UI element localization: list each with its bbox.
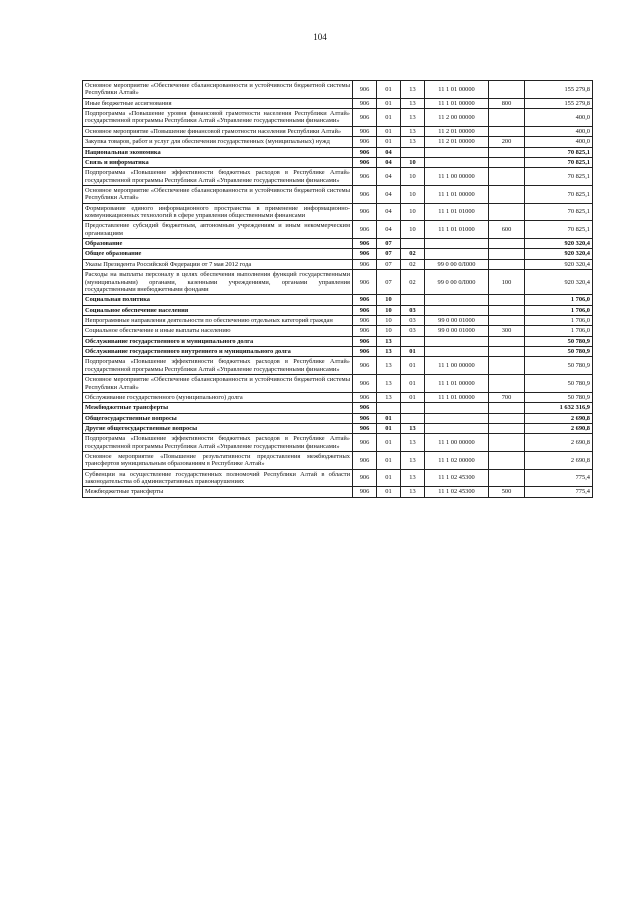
row-type-cell <box>489 357 525 375</box>
row-name-cell: Основное мероприятие «Повышение результативности предоставления межбюджетных трансфертов муниципальным образованиям в Республике Алтай» <box>83 452 353 470</box>
row-subsection-cell: 13 <box>401 109 425 127</box>
row-subsection-cell <box>401 147 425 157</box>
row-code-cell: 906 <box>353 221 377 239</box>
row-type-cell <box>489 434 525 452</box>
table-row <box>83 168 593 186</box>
row-target-cell <box>425 347 489 357</box>
row-subsection-cell: 13 <box>401 423 425 433</box>
row-type-cell <box>489 157 525 167</box>
row-type-cell <box>489 305 525 315</box>
row-subsection-cell: 13 <box>401 452 425 470</box>
row-target-cell: 99 0 00 01000 <box>425 326 489 336</box>
row-amount-cell: 155 279,8 <box>525 81 593 99</box>
row-code-cell: 906 <box>353 203 377 221</box>
table-row <box>83 305 593 315</box>
row-amount-cell: 775,4 <box>525 469 593 487</box>
row-target-cell: 11 1 00 00000 <box>425 434 489 452</box>
row-target-cell: 11 1 02 00000 <box>425 452 489 470</box>
row-target-cell: 11 1 00 00000 <box>425 357 489 375</box>
row-subsection-cell: 13 <box>401 81 425 99</box>
row-amount-cell: 400,0 <box>525 126 593 136</box>
row-section-cell: 04 <box>377 157 401 167</box>
row-section-cell: 01 <box>377 434 401 452</box>
row-name-cell: Связь и информатика <box>83 157 353 167</box>
row-amount-cell: 70 825,1 <box>525 157 593 167</box>
row-amount-cell: 1 706,0 <box>525 305 593 315</box>
row-subsection-cell: 02 <box>401 270 425 295</box>
row-type-cell <box>489 413 525 423</box>
table-row <box>83 326 593 336</box>
row-code-cell: 906 <box>353 157 377 167</box>
row-target-cell <box>425 423 489 433</box>
row-subsection-cell: 10 <box>401 168 425 186</box>
row-type-cell <box>489 249 525 259</box>
row-subsection-cell: 13 <box>401 434 425 452</box>
row-name-cell: Непрограммные направления деятельности по обеспечению отдельных категорий граждан <box>83 315 353 325</box>
row-code-cell: 906 <box>353 434 377 452</box>
row-code-cell: 906 <box>353 357 377 375</box>
row-type-cell: 200 <box>489 137 525 147</box>
row-name-cell: Подпрограмма «Повышение эффективности бюджетных расходов в Республике Алтай» государственной программы Республики Алтай «Управление государственными финансами» <box>83 357 353 375</box>
row-type-cell <box>489 315 525 325</box>
row-subsection-cell: 01 <box>401 392 425 402</box>
row-code-cell: 906 <box>353 147 377 157</box>
row-code-cell: 906 <box>353 347 377 357</box>
row-type-cell <box>489 403 525 413</box>
row-subsection-cell: 03 <box>401 315 425 325</box>
row-target-cell: 11 2 01 00000 <box>425 137 489 147</box>
row-code-cell: 906 <box>353 487 377 497</box>
row-section-cell: 07 <box>377 270 401 295</box>
row-type-cell <box>489 147 525 157</box>
row-amount-cell: 50 780,9 <box>525 336 593 346</box>
table-row <box>83 98 593 108</box>
row-section-cell: 04 <box>377 221 401 239</box>
row-amount-cell: 2 690,8 <box>525 434 593 452</box>
row-section-cell: 01 <box>377 109 401 127</box>
row-target-cell: 11 2 00 00000 <box>425 109 489 127</box>
row-target-cell <box>425 249 489 259</box>
page-number: 104 <box>313 32 327 42</box>
row-section-cell: 13 <box>377 347 401 357</box>
row-target-cell: 11 1 02 45300 <box>425 487 489 497</box>
row-section-cell: 04 <box>377 203 401 221</box>
row-subsection-cell: 13 <box>401 487 425 497</box>
table-row <box>83 239 593 249</box>
row-subsection-cell: 13 <box>401 98 425 108</box>
table-row <box>83 81 593 99</box>
row-amount-cell: 920 320,4 <box>525 249 593 259</box>
row-section-cell: 13 <box>377 357 401 375</box>
row-section-cell: 10 <box>377 305 401 315</box>
table-row <box>83 109 593 127</box>
table-row <box>83 203 593 221</box>
row-name-cell: Общегосударственные вопросы <box>83 413 353 423</box>
row-amount-cell: 2 690,8 <box>525 452 593 470</box>
row-target-cell: 99 0 00 0Л000 <box>425 270 489 295</box>
row-section-cell: 13 <box>377 392 401 402</box>
row-subsection-cell <box>401 295 425 305</box>
table-row <box>83 375 593 393</box>
table-row <box>83 185 593 203</box>
row-type-cell <box>489 469 525 487</box>
row-type-cell: 600 <box>489 221 525 239</box>
row-subsection-cell: 01 <box>401 357 425 375</box>
row-amount-cell: 70 825,1 <box>525 147 593 157</box>
row-type-cell <box>489 203 525 221</box>
row-amount-cell: 1 706,0 <box>525 326 593 336</box>
table-row <box>83 452 593 470</box>
row-section-cell: 04 <box>377 168 401 186</box>
row-code-cell: 906 <box>353 315 377 325</box>
row-subsection-cell <box>401 239 425 249</box>
row-name-cell: Обслуживание государственного и муниципального долга <box>83 336 353 346</box>
row-amount-cell: 50 780,9 <box>525 357 593 375</box>
row-section-cell: 01 <box>377 452 401 470</box>
table-row <box>83 347 593 357</box>
row-subsection-cell: 02 <box>401 259 425 269</box>
table-row <box>83 487 593 497</box>
row-section-cell: 13 <box>377 336 401 346</box>
row-name-cell: Основное мероприятие «Обеспечение сбалансированности и устойчивости бюджетной системы Республики Алтай» <box>83 375 353 393</box>
row-target-cell: 99 0 00 0Л000 <box>425 259 489 269</box>
row-target-cell: 11 1 01 00000 <box>425 98 489 108</box>
row-type-cell <box>489 452 525 470</box>
row-name-cell: Межбюджетные трансферты <box>83 403 353 413</box>
table-row <box>83 336 593 346</box>
table-row <box>83 270 593 295</box>
row-code-cell: 906 <box>353 413 377 423</box>
row-amount-cell: 400,0 <box>525 109 593 127</box>
row-section-cell: 01 <box>377 423 401 433</box>
row-subsection-cell <box>401 336 425 346</box>
row-name-cell: Основное мероприятие «Обеспечение сбалансированности и устойчивости бюджетной системы Республики Алтай» <box>83 185 353 203</box>
row-name-cell: Обслуживание государственного (муниципального) долга <box>83 392 353 402</box>
row-section-cell: 01 <box>377 413 401 423</box>
row-type-cell <box>489 126 525 136</box>
row-amount-cell: 50 780,9 <box>525 375 593 393</box>
table-row <box>83 357 593 375</box>
row-type-cell <box>489 375 525 393</box>
row-name-cell: Иные бюджетные ассигнования <box>83 98 353 108</box>
row-code-cell: 906 <box>353 452 377 470</box>
table-row <box>83 295 593 305</box>
row-amount-cell: 1 706,0 <box>525 315 593 325</box>
row-section-cell: 01 <box>377 81 401 99</box>
row-amount-cell: 50 780,9 <box>525 392 593 402</box>
row-subsection-cell: 02 <box>401 249 425 259</box>
row-code-cell: 906 <box>353 168 377 186</box>
row-target-cell <box>425 336 489 346</box>
row-amount-cell: 70 825,1 <box>525 168 593 186</box>
budget-table <box>82 80 593 498</box>
row-target-cell: 11 1 01 00000 <box>425 392 489 402</box>
row-type-cell <box>489 81 525 99</box>
row-amount-cell: 920 320,4 <box>525 270 593 295</box>
row-type-cell: 100 <box>489 270 525 295</box>
row-name-cell: Обслуживание государственного внутреннего и муниципального долга <box>83 347 353 357</box>
table-row <box>83 423 593 433</box>
row-section-cell: 07 <box>377 249 401 259</box>
row-target-cell <box>425 295 489 305</box>
row-type-cell <box>489 239 525 249</box>
row-type-cell: 800 <box>489 98 525 108</box>
table-row <box>83 403 593 413</box>
row-name-cell: Основное мероприятие «Повышение финансовой грамотности населения Республики Алтай» <box>83 126 353 136</box>
row-code-cell: 906 <box>353 326 377 336</box>
table-row <box>83 392 593 402</box>
row-target-cell: 11 1 00 00000 <box>425 168 489 186</box>
row-name-cell: Образование <box>83 239 353 249</box>
row-section-cell: 10 <box>377 326 401 336</box>
row-type-cell <box>489 259 525 269</box>
row-subsection-cell: 03 <box>401 326 425 336</box>
table-row <box>83 137 593 147</box>
row-name-cell: Закупка товаров, работ и услуг для обеспечения государственных (муниципальных) нужд <box>83 137 353 147</box>
row-subsection-cell <box>401 403 425 413</box>
row-section-cell: 01 <box>377 137 401 147</box>
row-name-cell: Социальное обеспечение и иные выплаты населению <box>83 326 353 336</box>
row-type-cell: 500 <box>489 487 525 497</box>
row-subsection-cell: 10 <box>401 221 425 239</box>
row-amount-cell: 50 780,9 <box>525 347 593 357</box>
row-code-cell: 906 <box>353 423 377 433</box>
row-type-cell <box>489 295 525 305</box>
row-target-cell: 11 2 01 00000 <box>425 126 489 136</box>
row-subsection-cell: 01 <box>401 347 425 357</box>
row-code-cell: 906 <box>353 126 377 136</box>
row-type-cell <box>489 336 525 346</box>
table-row <box>83 259 593 269</box>
row-code-cell: 906 <box>353 295 377 305</box>
row-code-cell: 906 <box>353 403 377 413</box>
row-section-cell: 13 <box>377 375 401 393</box>
row-section-cell: 10 <box>377 315 401 325</box>
row-target-cell: 11 1 01 01000 <box>425 221 489 239</box>
row-target-cell <box>425 305 489 315</box>
row-amount-cell: 70 825,1 <box>525 221 593 239</box>
row-name-cell: Подпрограмма «Повышение эффективности бюджетных расходов в Республике Алтай» государственной программы Республики Алтай «Управление государственными финансами» <box>83 434 353 452</box>
table-row <box>83 157 593 167</box>
row-section-cell: 01 <box>377 469 401 487</box>
row-amount-cell: 70 825,1 <box>525 203 593 221</box>
row-subsection-cell: 13 <box>401 126 425 136</box>
row-code-cell: 906 <box>353 270 377 295</box>
budget-table-body <box>83 81 593 498</box>
row-code-cell: 906 <box>353 259 377 269</box>
row-amount-cell: 2 690,8 <box>525 413 593 423</box>
row-code-cell: 906 <box>353 305 377 315</box>
row-section-cell: 04 <box>377 147 401 157</box>
row-name-cell: Основное мероприятие «Обеспечение сбалансированности и устойчивости бюджетной системы Республики Алтай» <box>83 81 353 99</box>
row-target-cell: 11 1 01 00000 <box>425 185 489 203</box>
row-section-cell <box>377 403 401 413</box>
row-target-cell: 11 1 01 00000 <box>425 375 489 393</box>
row-amount-cell: 1 632 316,9 <box>525 403 593 413</box>
row-subsection-cell: 01 <box>401 375 425 393</box>
row-target-cell <box>425 147 489 157</box>
row-name-cell: Предоставление субсидий бюджетным, автономным учреждениям и иным некоммерческим организациям <box>83 221 353 239</box>
row-subsection-cell: 10 <box>401 203 425 221</box>
row-target-cell: 11 1 01 00000 <box>425 81 489 99</box>
row-subsection-cell: 03 <box>401 305 425 315</box>
row-amount-cell: 2 690,8 <box>525 423 593 433</box>
row-name-cell: Подпрограмма «Повышение эффективности бюджетных расходов в Республике Алтай» государственной программы Республики Алтай «Управление государственными финансами» <box>83 168 353 186</box>
row-name-cell: Национальная экономика <box>83 147 353 157</box>
row-name-cell: Указы Президента Российской Федерации от 7 мая 2012 года <box>83 259 353 269</box>
table-row <box>83 413 593 423</box>
row-name-cell: Социальная политика <box>83 295 353 305</box>
row-amount-cell: 920 320,4 <box>525 259 593 269</box>
row-code-cell: 906 <box>353 239 377 249</box>
row-subsection-cell <box>401 413 425 423</box>
row-type-cell: 300 <box>489 326 525 336</box>
row-target-cell: 11 1 01 01000 <box>425 203 489 221</box>
row-code-cell: 906 <box>353 98 377 108</box>
row-amount-cell: 775,4 <box>525 487 593 497</box>
row-name-cell: Формирование единого информационного пространства в применение информационно-коммуникационных технологий в сфере управления общественными финансами <box>83 203 353 221</box>
row-code-cell: 906 <box>353 137 377 147</box>
row-type-cell <box>489 185 525 203</box>
table-row <box>83 315 593 325</box>
row-name-cell: Расходы на выплаты персоналу в целях обеспечения выполнения функций государственными (муниципальными) органами, казенными учреждениями, органами управления государственными внебюджетными фондами <box>83 270 353 295</box>
row-section-cell: 04 <box>377 185 401 203</box>
row-target-cell <box>425 157 489 167</box>
row-subsection-cell: 10 <box>401 185 425 203</box>
row-name-cell: Субвенции на осуществление государственных полномочий Республики Алтай в области законодательства об административных правонарушениях <box>83 469 353 487</box>
row-name-cell: Общее образование <box>83 249 353 259</box>
row-subsection-cell: 10 <box>401 157 425 167</box>
table-row <box>83 147 593 157</box>
row-name-cell: Другие общегосударственные вопросы <box>83 423 353 433</box>
table-row <box>83 249 593 259</box>
table-row <box>83 221 593 239</box>
row-target-cell: 11 1 02 45300 <box>425 469 489 487</box>
row-subsection-cell: 13 <box>401 137 425 147</box>
row-amount-cell: 155 279,8 <box>525 98 593 108</box>
row-code-cell: 906 <box>353 375 377 393</box>
row-code-cell: 906 <box>353 336 377 346</box>
row-amount-cell: 920 320,4 <box>525 239 593 249</box>
row-code-cell: 906 <box>353 185 377 203</box>
row-target-cell <box>425 239 489 249</box>
row-target-cell: 99 0 00 01000 <box>425 315 489 325</box>
row-name-cell: Межбюджетные трансферты <box>83 487 353 497</box>
row-code-cell: 906 <box>353 249 377 259</box>
row-type-cell <box>489 168 525 186</box>
row-amount-cell: 400,0 <box>525 137 593 147</box>
row-section-cell: 01 <box>377 98 401 108</box>
row-type-cell <box>489 347 525 357</box>
row-type-cell <box>489 109 525 127</box>
row-code-cell: 906 <box>353 81 377 99</box>
row-section-cell: 07 <box>377 239 401 249</box>
row-amount-cell: 1 706,0 <box>525 295 593 305</box>
row-type-cell <box>489 423 525 433</box>
row-subsection-cell: 13 <box>401 469 425 487</box>
row-code-cell: 906 <box>353 469 377 487</box>
row-target-cell <box>425 403 489 413</box>
row-section-cell: 10 <box>377 295 401 305</box>
row-section-cell: 01 <box>377 487 401 497</box>
row-code-cell: 906 <box>353 109 377 127</box>
row-target-cell <box>425 413 489 423</box>
table-row <box>83 126 593 136</box>
row-type-cell: 700 <box>489 392 525 402</box>
row-code-cell: 906 <box>353 392 377 402</box>
row-section-cell: 07 <box>377 259 401 269</box>
table-row <box>83 469 593 487</box>
table-row <box>83 434 593 452</box>
row-name-cell: Подпрограмма «Повышение уровня финансовой грамотности населения Республики Алтай» государственной программы Республики Алтай «Управление государственными финансами» <box>83 109 353 127</box>
row-section-cell: 01 <box>377 126 401 136</box>
row-amount-cell: 70 825,1 <box>525 185 593 203</box>
row-name-cell: Социальное обеспечение населения <box>83 305 353 315</box>
